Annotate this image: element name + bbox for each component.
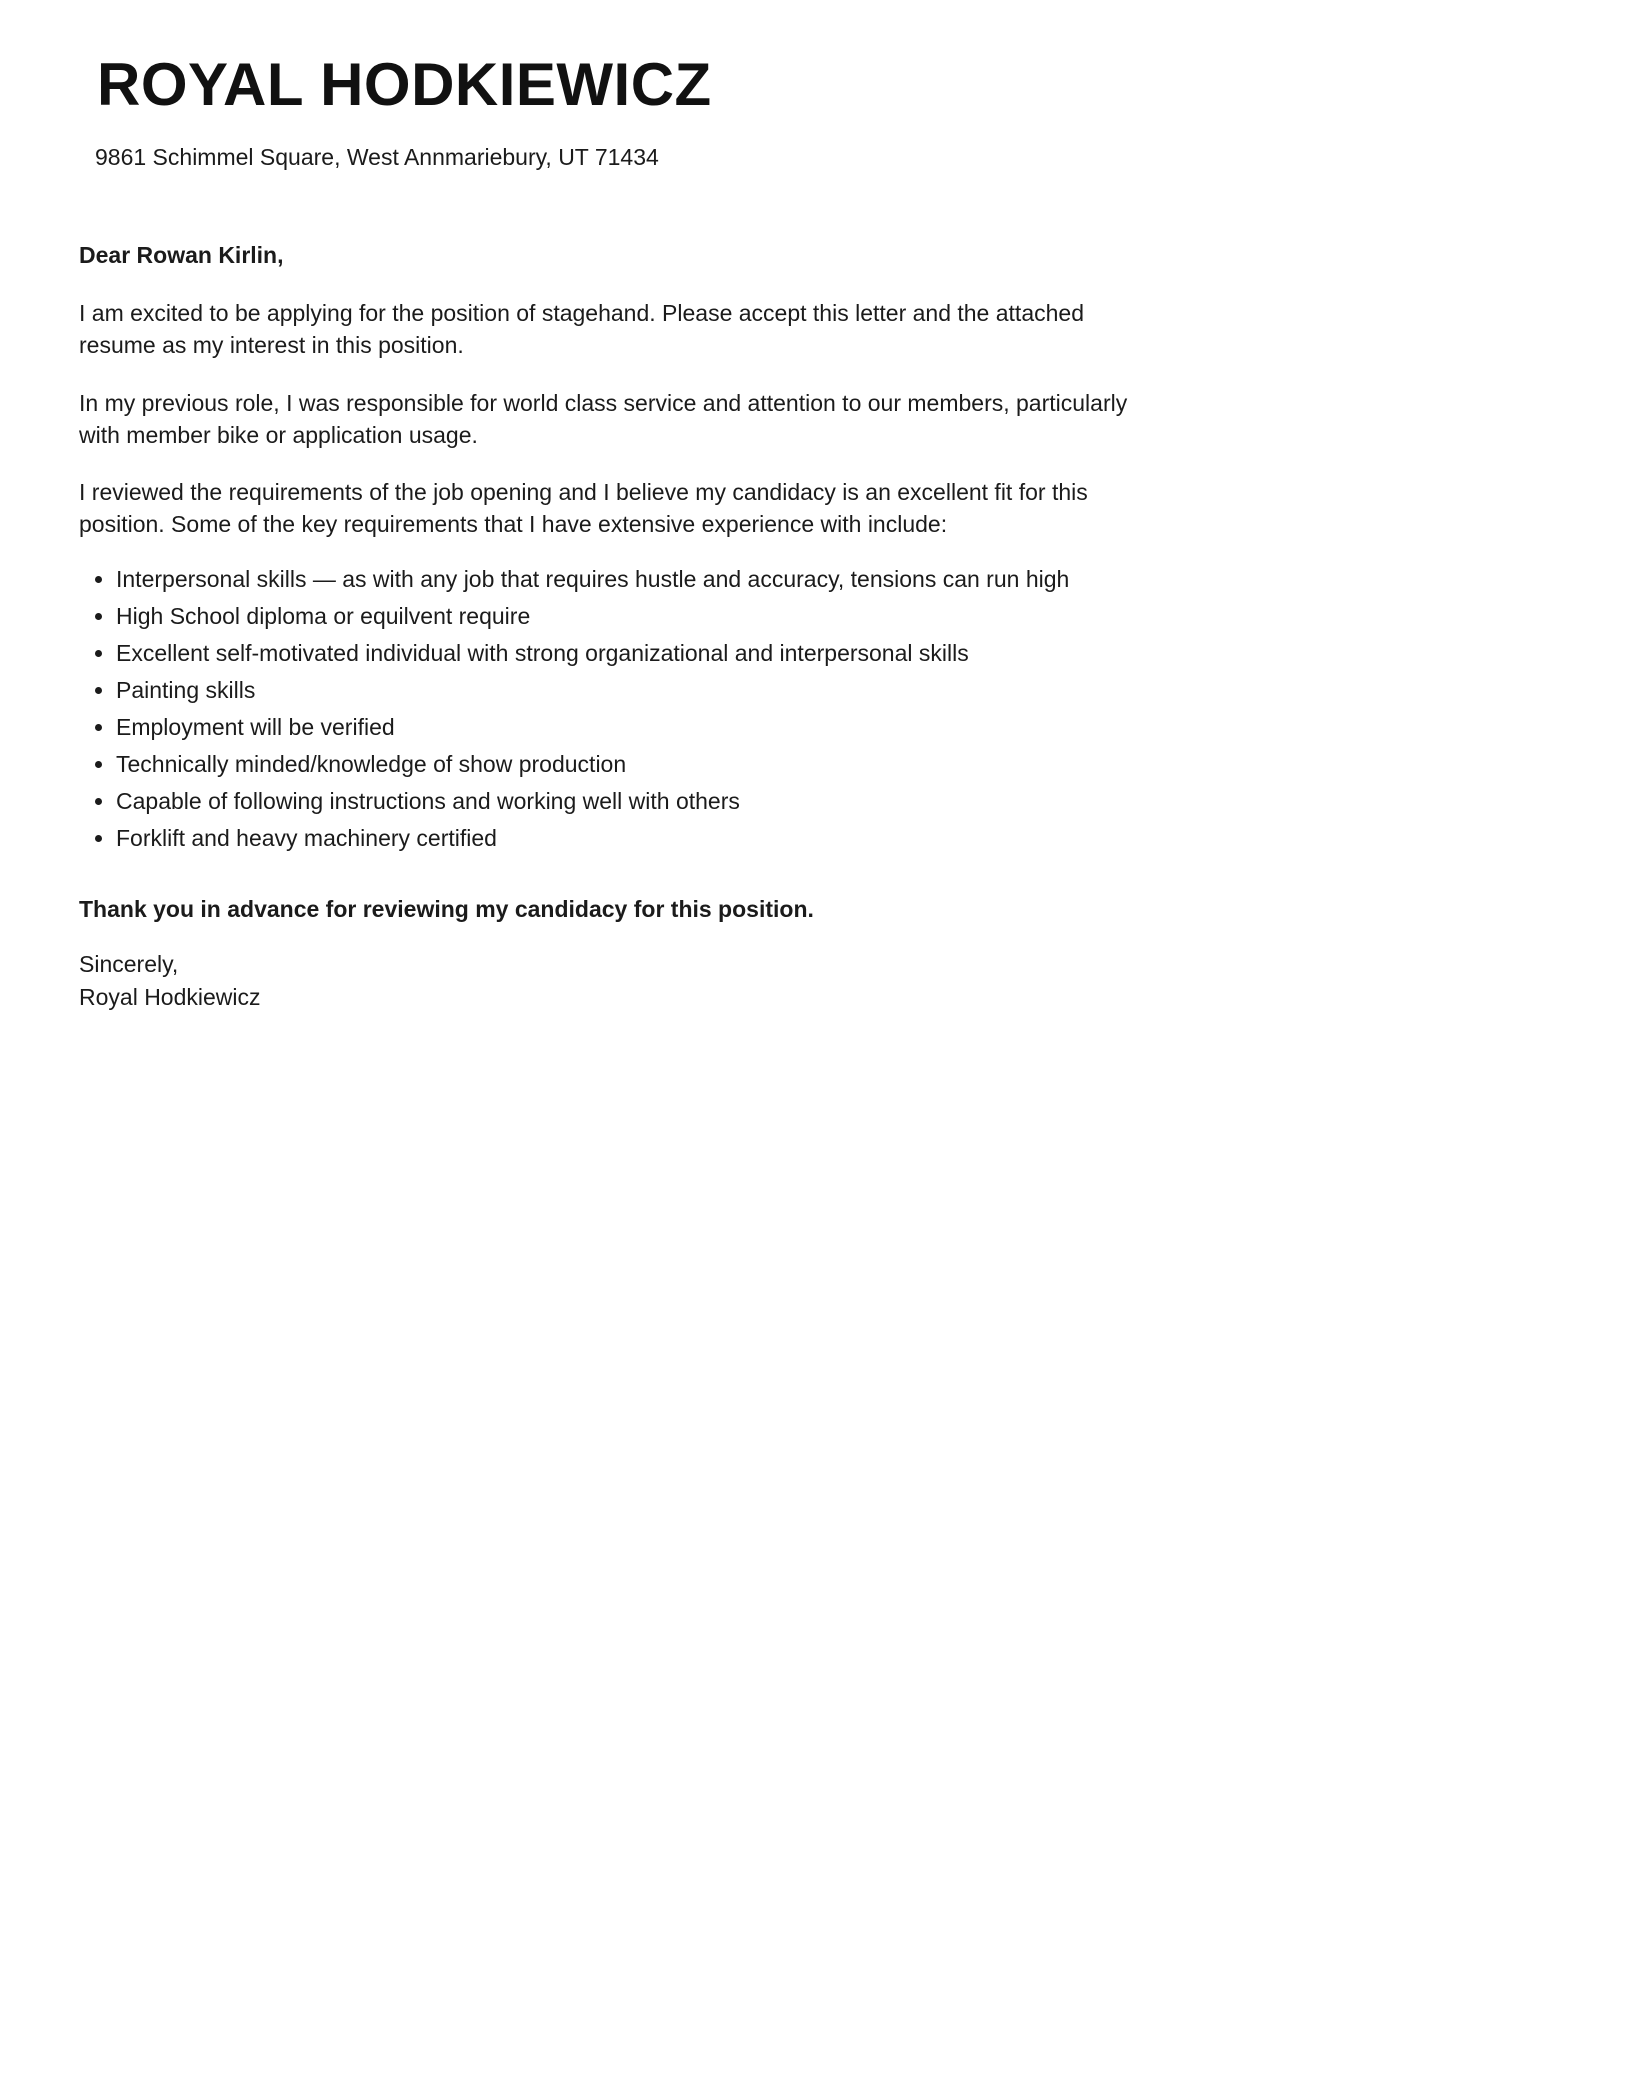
previous-role-paragraph: In my previous role, I was responsible for world class service and attention to our members, particularly with member bike or application usage.	[79, 389, 1128, 448]
thank-you-line: Thank you in advance for reviewing my candidacy for this position.	[79, 896, 814, 923]
signature-name: Royal Hodkiewicz	[79, 983, 261, 1010]
list-item: • Capable of following instructions and working well with others	[116, 787, 1141, 817]
requirements-intro-paragraph: I reviewed the requirements of the job opening and I believe my candidacy is an excellent fit for this position. Some of the key requirements that I have extensive experience with include:	[79, 478, 1088, 538]
signoff-block	[79, 948, 1141, 1015]
signoff: Sincerely,	[79, 950, 179, 977]
salutation: Dear Rowan Kirlin,	[79, 242, 284, 268]
requirements-list	[79, 565, 1141, 853]
list-item: • Forklift and heavy machinery certified	[116, 824, 1141, 854]
list-item: • High School diploma or equilvent require	[116, 602, 1141, 632]
applicant-name-heading: ROYAL HODKIEWICZ	[97, 51, 712, 118]
letter-body	[79, 239, 1141, 1014]
list-item: • Interpersonal skills — as with any job that requires hustle and accuracy, tensions can run high	[116, 565, 1141, 595]
list-item: • Painting skills	[116, 676, 1141, 706]
list-item: • Excellent self-motivated individual with strong organizational and interpersonal skills	[116, 639, 1141, 669]
list-item: • Technically minded/knowledge of show production	[116, 750, 1141, 780]
applicant-address: 9861 Schimmel Square, West Annmariebury, UT 71434	[95, 144, 659, 170]
list-item: • Employment will be verified	[116, 713, 1141, 743]
intro-paragraph: I am excited to be applying for the position of stagehand. Please accept this letter and the attached resume as my interest in this position.	[79, 300, 1084, 359]
